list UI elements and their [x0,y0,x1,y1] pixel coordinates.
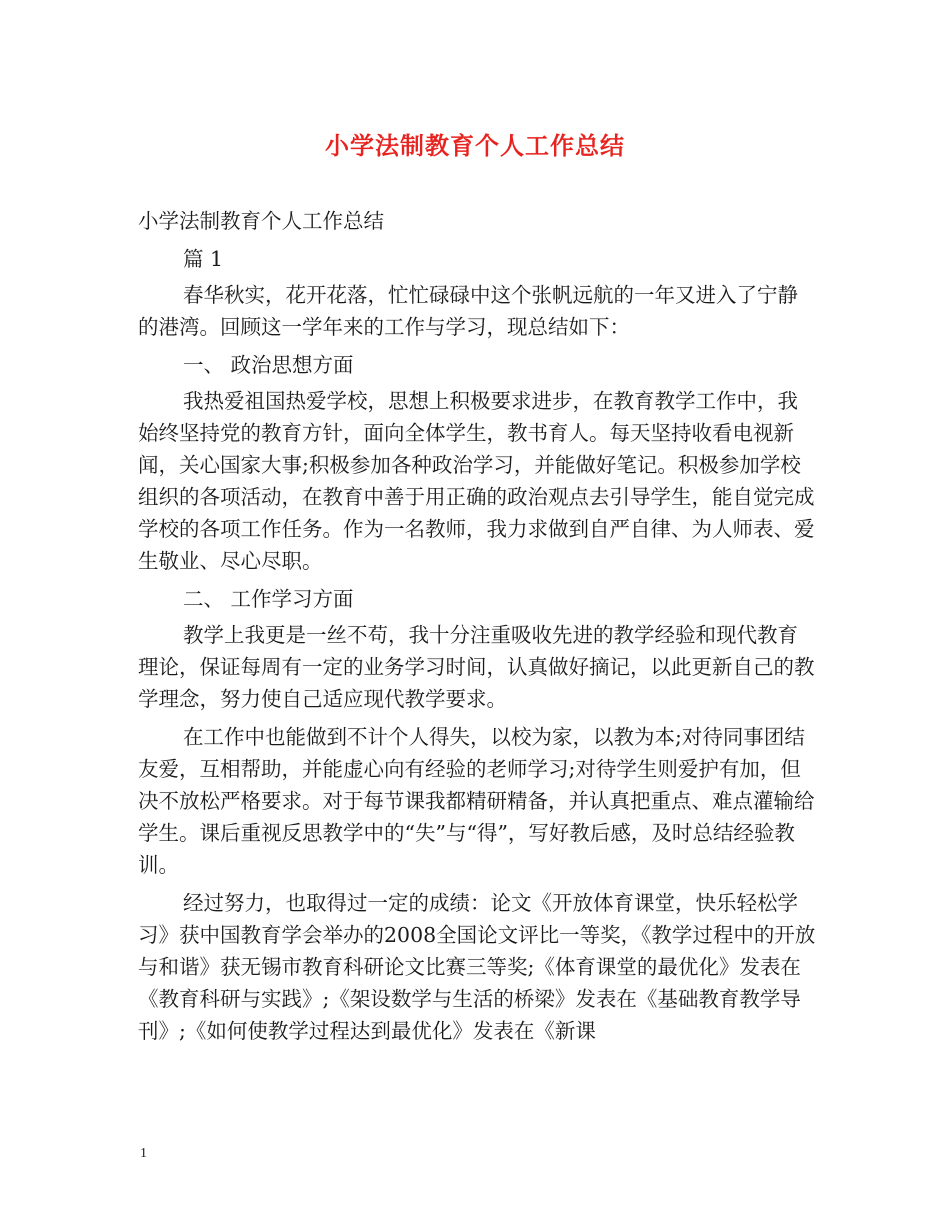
section2-heading: 二、 工作学习方面 [183,587,354,611]
section2-paragraph-1: 教学上我更是一丝不苟，我十分注重吸收先进的教学经验和现代教育理论，保证每周有一定的业务学习时间，认真做好摘记，以此更新自己的教学理念，努力使自己适应现代教学要求。 [138,623,815,711]
page-number: 1 [140,1146,147,1161]
intro-paragraph: 春华秋实，花开花落，忙忙碌碌中这个张帆远航的一年又进入了宁静的港湾。回顾这一学年来的工作与学习，现总结如下： [138,283,798,339]
document-body [138,205,818,1053]
section1-heading: 一、 政治思想方面 [183,353,354,377]
piece-label: 篇 1 [183,247,224,271]
document-title: 小学法制教育个人工作总结 [325,131,625,160]
section2-paragraph-2: 在工作中也能做到不计个人得失，以校为家，以教为本;对待同事团结友爱，互相帮助，并能虚心向有经验的老师学习;对待学生则爱护有加，但决不放松严格要求。对于每节课我都精研精备，并认真把重点、难点灌输给学生。课后重视反思教学中的“失”与“得”，写好教后感，及时总结经验教训。 [138,725,815,877]
document-subtitle: 小学法制教育个人工作总结 [138,209,384,233]
section1-paragraph: 我热爱祖国热爱学校，思想上积极要求进步，在教育教学工作中，我始终坚持党的教育方针，面向全体学生，教书育人。每天坚持收看电视新闻，关心国家大事;积极参加各种政治学习，并能做好笔记。积极参加学校组织的各项活动，在教育中善于用正确的政治观点去引导学生，能自觉完成学校的各项工作任务。作为一名教师，我力求做到自严自律、为人师表、爱生敬业、尽心尽职。 [138,389,815,573]
section2-paragraph-3: 经过努力，也取得过一定的成绩：论文《开放体育课堂，快乐轻松学习》获中国教育学会举办的2008全国论文评比一等奖，《教学过程中的开放与和谐》获无锡市教育科研论文比赛三等奖;《体育课堂的最优化》发表在《教育科研与实践》;《架设数学与生活的桥梁》发表在《基础教育教学导刊》;《如何使教学过程达到最优化》发表在《新课 [138,891,816,1043]
